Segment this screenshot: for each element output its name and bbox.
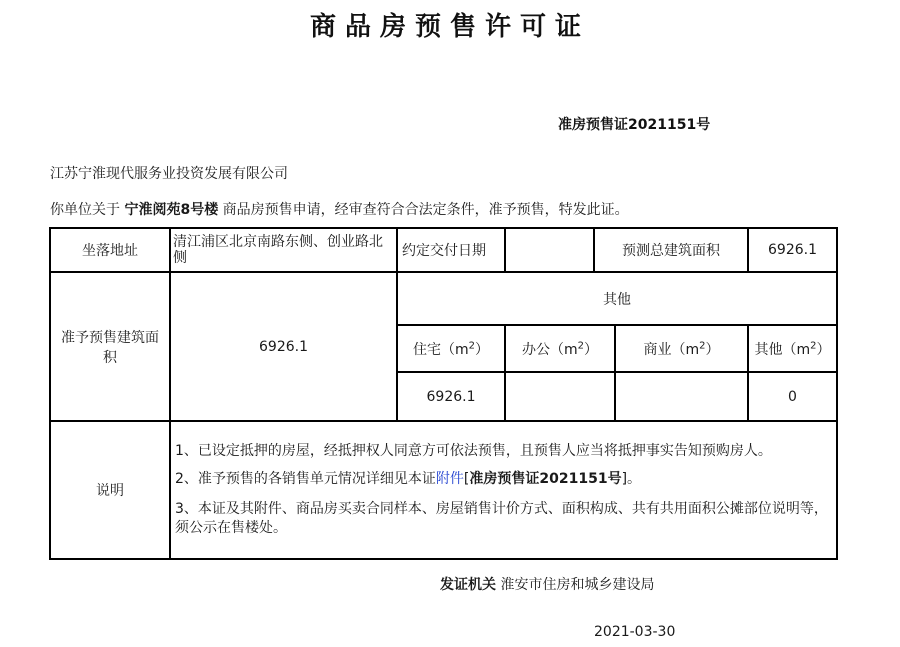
note-3: 3、本证及其附件、商品房买卖合同样本、房屋销售计价方式、面积构成、共有共用面积公摊部位说明等，须公示在售楼处。 (175, 501, 828, 536)
residential-label: 住宅$(m^2)$ (397, 325, 505, 372)
location-label: 坐落地址 (50, 228, 170, 272)
others-label: 其他$(m^2)$ (748, 325, 837, 372)
notes-content (170, 421, 837, 559)
table-row-other-header (50, 272, 837, 325)
note-2-cert-number: 准房预售证2021151号 (469, 471, 622, 487)
attachment-link[interactable]: 附件 (435, 471, 464, 487)
delivery-date-value (505, 228, 594, 272)
other-header: 其他 (397, 272, 837, 325)
office-value (505, 372, 615, 421)
issue-date: 2021-03-30 (594, 624, 676, 640)
note-2: 2、准予预售的各销售单元情况详细见本证附件[准房预售证2021151号]。 (175, 471, 642, 487)
commercial-label: 商业$(m^2)$ (615, 325, 748, 372)
intro-statement (50, 199, 629, 219)
commercial-value (615, 372, 748, 421)
intro-suffix: 商品房预售申请，经审查符合合法定条件，准予预售，特发此证。 (222, 202, 629, 218)
issuing-authority (440, 574, 654, 594)
others-value: 0 (748, 372, 837, 421)
page-title: 商品房预售许可证 (309, 12, 590, 42)
approved-area-label: 准予预售建筑面积 (50, 272, 170, 421)
project-name: 宁淮阅苑8号楼 (124, 202, 219, 218)
approved-area-value: 6926.1 (170, 272, 397, 421)
residential-value: 6926.1 (397, 372, 505, 421)
intro-prefix: 你单位关于 (50, 202, 120, 218)
table-row-notes (50, 421, 837, 559)
issuer-value: 淮安市住房和城乡建设局 (500, 577, 655, 593)
office-label: 办公$(m^2)$ (505, 325, 615, 372)
company-name: 江苏宁淮现代服务业投资发展有限公司 (50, 166, 288, 182)
delivery-date-label: 约定交付日期 (397, 228, 505, 272)
table-row-location (50, 228, 837, 272)
certificate-number: 准房预售证2021151号 (558, 117, 711, 133)
notes-label: 说明 (50, 421, 170, 559)
issuer-label: 发证机关 (440, 577, 496, 593)
permit-table (49, 227, 838, 560)
note-1: 1、已设定抵押的房屋，经抵押权人同意方可依法预售，且预售人应当将抵押事实告知预购房人。 (175, 443, 772, 459)
total-area-value: 6926.1 (748, 228, 837, 272)
location-value: 清江浦区北京南路东侧、创业路北侧 (170, 228, 397, 272)
total-area-label: 预测总建筑面积 (594, 228, 748, 272)
